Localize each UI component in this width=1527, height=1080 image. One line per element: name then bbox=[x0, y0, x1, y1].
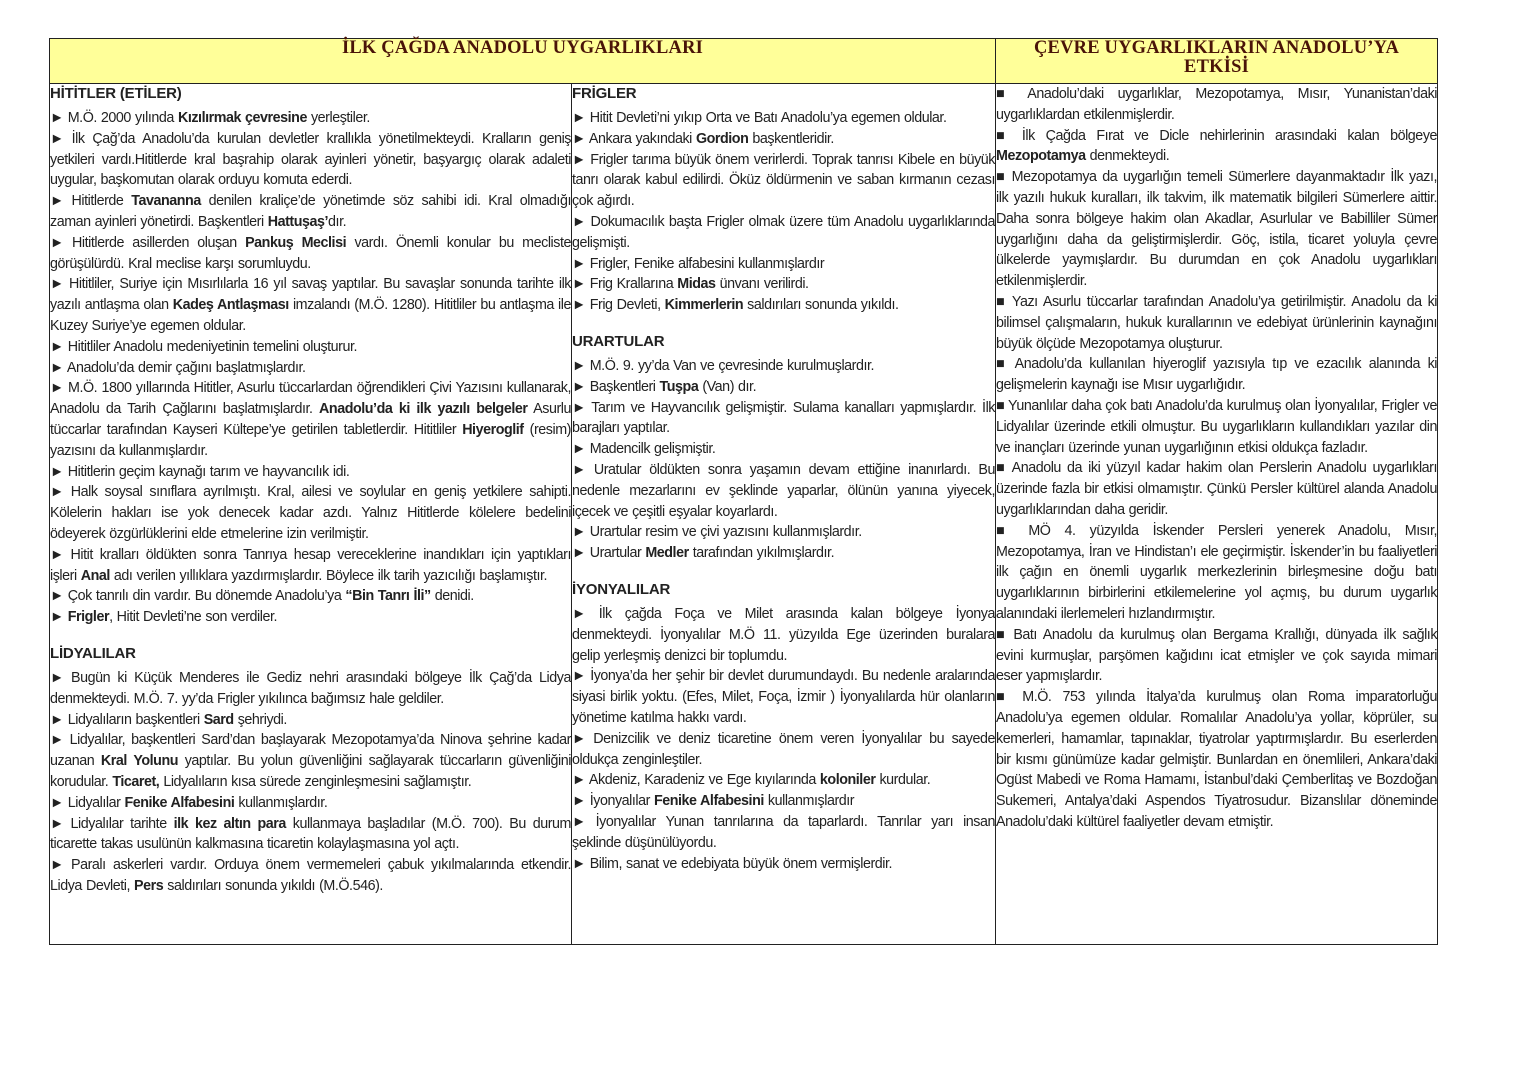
bullet-paragraph bbox=[572, 812, 995, 854]
text-segment: ■ Batı Anadolu da kurulmuş olan Bergama Krallığı, dünyada ilk sağlık evini kurmuşlar, parşömen kağıdını icat etmişler ve çok sayıda mimari eser yapmışlardır. bbox=[996, 626, 1438, 685]
bullet-paragraph bbox=[572, 522, 995, 543]
text-segment: şehriydi. bbox=[233, 711, 287, 728]
text-segment: ► Bilim, sanat ve edebiyata büyük önem vermişlerdir. bbox=[572, 855, 893, 872]
text-segment: ► Akdeniz, Karadeniz ve Ege kıyılarında bbox=[572, 772, 820, 789]
bullet-paragraph bbox=[50, 358, 571, 379]
section bbox=[572, 580, 995, 874]
bullet-paragraph bbox=[50, 274, 571, 336]
text-segment: Lidyalıların kısa sürede zenginleşmesini sağlamıştır. bbox=[159, 773, 472, 790]
section-title: URARTULAR bbox=[572, 332, 665, 350]
text-segment: ► Hititliler Anadolu medeniyetinin temelini oluşturur. bbox=[50, 338, 358, 355]
header-anatolian-civilizations: İLK ÇAĞDA ANADOLU UYGARLIKLARI bbox=[50, 39, 996, 84]
section bbox=[50, 84, 571, 628]
text-segment: ► Ankara yakındaki bbox=[572, 130, 696, 147]
bold-term: Kral Yolunu bbox=[100, 753, 179, 770]
text-segment: yaptılar. Bu yolun güvenliğini sağlayarak tüccarların güvenliğini korudular. bbox=[50, 753, 571, 790]
text-segment: ► Hititlerde bbox=[50, 193, 132, 210]
text-segment: ■ Anadolu’da kullanılan hiyeroglif yazısıyla tıp ve ezacılık alanında ki gelişmelerin kaynağı ise Mısır uygarlığıdır. bbox=[996, 356, 1438, 394]
text-segment: ► Frigler, Fenike alfabesini kullanmışlardır bbox=[572, 255, 825, 272]
text-segment: kurdular. bbox=[875, 772, 931, 789]
bullet-paragraph bbox=[572, 604, 995, 666]
bullet-paragraph bbox=[50, 108, 571, 129]
text-segment: ► Başkentleri bbox=[572, 378, 660, 395]
bullet-paragraph bbox=[50, 545, 571, 587]
text-segment: ► İyonya’da her şehir bir devlet durumundaydı. Bu nedenle aralarında siyasi birlik yoktu. (Efes, Milet, Foça, İzmir ) İyonyalılarda hür olanların yönetime katılma hakkı vardı. bbox=[572, 668, 996, 726]
bullet-paragraph bbox=[572, 108, 995, 129]
column-phrygians-urartians-ionians bbox=[572, 84, 996, 945]
text-segment: dır. bbox=[328, 213, 347, 230]
bullet-paragraph bbox=[572, 212, 995, 254]
text-segment: denilen kraliçe’de yönetimde söz sahibi idi. Kral olmadığı zaman ayinleri yönetirdi. Başkentleri bbox=[50, 193, 571, 230]
text-segment: ► Denizcilik ve deniz ticaretine önem veren İyonyalılar bu sayede oldukça zenginleştiler. bbox=[572, 730, 996, 768]
header-surrounding-civilizations: ÇEVRE UYGARLIKLARIN ANADOLU’YA ETKİSİ bbox=[996, 39, 1438, 84]
bullet-paragraph bbox=[996, 625, 1437, 687]
bold-term: Hattuşaş’ bbox=[267, 213, 329, 230]
text-segment: ► Urartular bbox=[572, 545, 646, 562]
bold-term: Hiyeroglif bbox=[462, 421, 524, 438]
bold-term: Pankuş Meclisi bbox=[245, 234, 347, 251]
text-segment: (Van) dır. bbox=[698, 378, 757, 395]
bullet-paragraph bbox=[996, 292, 1437, 354]
bold-term: Anadolu’da ki ilk yazılı belgeler bbox=[319, 401, 528, 418]
bullet-paragraph bbox=[572, 543, 995, 564]
bullet-paragraph bbox=[50, 129, 571, 191]
section-title: İYONYALILAR bbox=[572, 580, 671, 598]
text-segment: ► Anadolu’da demir çağını başlatmışlardır. bbox=[50, 359, 306, 376]
bold-term: Mezopotamya bbox=[996, 148, 1086, 165]
column-hittites-lydians bbox=[50, 84, 572, 945]
text-segment: ünvanı verilirdi. bbox=[715, 276, 809, 293]
text-segment: imzalandı (M.Ö. 1280). Hititliler bu antlaşma ile Kuzey Suriye’ye egemen oldular. bbox=[50, 297, 571, 334]
section-title: LİDYALILAR bbox=[50, 644, 136, 662]
text-segment: saldırıları sonunda yıkıldı. bbox=[743, 297, 899, 314]
bullet-paragraph bbox=[50, 378, 571, 461]
text-segment: vardı. Önemli konular bu mecliste görüşülürdü. Kral meclise karşı sorumluydu. bbox=[50, 234, 571, 272]
text-segment: ► Paralı askerleri vardır. Orduya önem vermemeleri çabuk yıkılmalarında etkendir. Lidya Devleti, bbox=[50, 857, 571, 894]
bold-term: Kimmerlerin bbox=[664, 297, 744, 314]
bullet-paragraph bbox=[50, 586, 571, 607]
bullet-paragraph bbox=[996, 354, 1437, 396]
bullet-paragraph bbox=[50, 855, 571, 897]
text-segment: tarafından yıkılmışlardır. bbox=[688, 545, 835, 562]
bold-term: “Bin Tanrı İli” bbox=[345, 588, 431, 605]
text-segment: ► Urartular resim ve çivi yazısını kullanmışlardır. bbox=[572, 524, 862, 541]
text-segment: kullanmışlardır bbox=[763, 793, 855, 810]
section-title: FRİGLER bbox=[572, 85, 637, 102]
bold-term: Anal bbox=[80, 567, 110, 584]
bold-term: Tuşpa bbox=[659, 378, 699, 395]
text-segment: ■ MÖ 4. yüzyılda İskender Persleri yenerek Anadolu, Mısır, Mezopotamya, İran ve Hindistan’ı ele geçirmiştir. İskender’in bu faaliyetleri ilk çağın en önemli uygarlık merkezlerinin birleşmesine doğu batı uygarlıklarının birbirlerini etkilemelerine yol açmış, bu durum uygarlık alanındaki ilerlemeleri hızlandırmıştır. bbox=[996, 522, 1438, 622]
bullet-paragraph bbox=[572, 398, 995, 440]
section bbox=[996, 84, 1437, 833]
text-segment: ■ İlk Çağda Fırat ve Dicle nehirlerinin arasındaki kalan bölgeye bbox=[996, 127, 1438, 144]
text-segment: ► Dokumacılık başta Frigler olmak üzere tüm Anadolu uygarlıklarında gelişmişti. bbox=[572, 213, 996, 251]
text-segment: ► Hititlerde asillerden oluşan bbox=[50, 234, 246, 251]
text-segment: ► Halk soysal sınıflara ayrılmıştı. Kral, ailesi ve soylular en geniş yetkilere sahipti. Kölelerin hakları ise yok denecek kadar azdı. Yalnız Hititlerde kölelere bedelini ödeyerek özgürlüklerini elde etmelerine izin verilmiştir. bbox=[50, 484, 571, 542]
bullet-paragraph bbox=[572, 295, 995, 316]
bold-term: ilk kez altın para bbox=[173, 815, 286, 832]
bold-term: Frigler bbox=[67, 609, 110, 626]
bullet-paragraph bbox=[50, 607, 571, 628]
text-segment: (resim) yazısını da kullanmışlardır. bbox=[50, 421, 571, 459]
text-segment: ► Madencilk gelişmiştir. bbox=[572, 441, 716, 458]
bold-term: Gordion bbox=[695, 130, 749, 147]
text-segment: ► bbox=[50, 609, 68, 626]
bullet-paragraph bbox=[996, 167, 1437, 292]
text-segment: denmekteydi. bbox=[1085, 148, 1170, 165]
bullet-paragraph bbox=[50, 191, 571, 233]
bullet-paragraph bbox=[572, 377, 995, 398]
bullet-paragraph bbox=[996, 396, 1437, 458]
bullet-paragraph bbox=[996, 458, 1437, 520]
text-segment: ► Frig Krallarına bbox=[572, 276, 678, 293]
text-segment: ■ Anadolu’daki uygarlıklar, Mezopotamya, Mısır, Yunanistan’daki uygarlıklardan etkilenmişlerdir. bbox=[996, 86, 1438, 123]
bullet-paragraph bbox=[50, 668, 571, 710]
text-segment: ► Hititlerin geçim kaynağı tarım ve hayvancılık idi. bbox=[50, 463, 350, 480]
text-segment: ■ Yunanlılar daha çok batı Anadolu’da kurulmuş olan İyonyalılar, Frigler ve Lidyalılar üzerinde etkili olmuştur. Bu uygarlıkların kullandıkları yazılar din ve inançları üzerinde yunan uygarlığının etkisi oldukça fazladır. bbox=[996, 397, 1438, 456]
content-row bbox=[50, 84, 1438, 945]
bullet-paragraph bbox=[572, 791, 995, 812]
text-segment: ► Hitit kralları öldükten sonra Tanrıya hesap vereceklerine inandıkları için yaptıkları işleri bbox=[50, 546, 571, 584]
text-segment: ► M.Ö. 2000 yılında bbox=[50, 110, 178, 126]
text-segment: ► Lidyalılar tarihte bbox=[50, 815, 174, 832]
bullet-paragraph bbox=[572, 150, 995, 212]
bold-term: Ticaret, bbox=[112, 773, 160, 790]
bullet-paragraph bbox=[996, 126, 1437, 168]
text-segment: kullanmaya başladılar (M.Ö. 700). Bu durum ticarette takas usulünün kalkmasına ticaretin kolaylaşmasına yol açtı. bbox=[50, 815, 571, 853]
bullet-paragraph bbox=[50, 730, 571, 792]
bullet-paragraph bbox=[50, 462, 571, 483]
text-segment: yerleştiler. bbox=[306, 110, 370, 126]
text-segment: ► Lidyalılar bbox=[50, 794, 125, 811]
text-segment: ► Çok tanrılı din vardır. Bu dönemde Anadolu’ya bbox=[50, 588, 346, 605]
section bbox=[50, 644, 571, 897]
section bbox=[572, 84, 995, 316]
text-segment: ► Lidyalılar, başkentleri Sard’dan başlayarak Mezopotamya’da Ninova şehrine kadar uzanan bbox=[50, 732, 571, 770]
bullet-paragraph bbox=[50, 814, 571, 856]
text-segment: ► Hititliler, Suriye için Mısırlılarla 16 yıl savaş yaptılar. Bu savaşlar sonunda tarihte ilk yazılı antlaşma olan bbox=[50, 276, 571, 314]
bullet-paragraph bbox=[50, 233, 571, 275]
text-segment: başkentleridir. bbox=[748, 130, 834, 147]
text-segment: ► İyonyalılar bbox=[572, 793, 654, 810]
bullet-paragraph bbox=[572, 274, 995, 295]
bullet-paragraph bbox=[50, 793, 571, 814]
bold-term: Kadeş Antlaşması bbox=[172, 297, 289, 314]
text-segment: ► Frig Devleti, bbox=[572, 297, 665, 314]
text-segment: kullanmışlardır. bbox=[234, 794, 328, 811]
text-segment: ► Frigler tarıma büyük önem verirlerdi. Toprak tanrısı Kibele en büyük tanrı olarak kabul edilirdi. Öküz öldürmenin ve saban kırmanın cezası çok ağırdı. bbox=[572, 151, 996, 210]
text-segment: , Hitit Devleti’ne son verdiler. bbox=[109, 609, 278, 626]
bold-term: Fenike Alfabesini bbox=[124, 794, 235, 811]
bold-term: Tavananna bbox=[131, 193, 201, 210]
text-segment: ► Hitit Devleti’ni yıkıp Orta ve Batı Anadolu’ya egemen oldular. bbox=[572, 110, 947, 126]
bullet-paragraph bbox=[996, 84, 1437, 126]
bold-term: Medler bbox=[645, 545, 689, 562]
text-segment: saldırıları sonunda yıkıldı (M.Ö.546). bbox=[163, 877, 383, 894]
text-segment: ► Tarım ve Hayvancılık gelişmiştir. Sulama kanalları yapmışlardır. İlk barajları yaptılar. bbox=[572, 399, 996, 437]
bullet-paragraph bbox=[572, 854, 995, 875]
bullet-paragraph bbox=[50, 710, 571, 731]
column-surrounding-influence bbox=[996, 84, 1438, 945]
text-segment: ► M.Ö. 1800 yıllarında Hititler, Asurlu tüccarlardan öğrendikleri Çivi Yazısını kullanarak, Anadolu da Tarih Çağlarını başlatmışlardır. bbox=[50, 380, 571, 418]
text-segment: ► Uratular öldükten sonra yaşamın devam ettiğine inanırlardı. Bu nedenle mezarlarını ev şeklinde yaparlar, ölünün yanına yiyecek, içecek ve çeşitli eşyalar koyarlardı. bbox=[572, 461, 996, 520]
bullet-paragraph bbox=[996, 521, 1437, 625]
bold-term: Pers bbox=[134, 877, 164, 894]
text-segment: ► Bugün ki Küçük Menderes ile Gediz nehri arasındaki bölgeye İlk Çağ’da Lidya denmekteydi. M.Ö. 7. yy’da Frigler yıkılınca bağımsız hale geldiler. bbox=[50, 669, 571, 707]
text-segment: ■ M.Ö. 753 yılında İtalya’da kurulmuş olan Roma imparatorluğu Anadolu’ya egemen oldular. Romalılar Anadolu’ya yollar, köprüler, su kemerleri, hamamlar, tapınaklar, tiyatrolar yaptırmışlardır. Bu eserlerden bir kısmı günümüze kadar gelmiştir. Bunlardan en önemlileri, Ankara’daki Ogüst Mabedi ve Roma Hamamı, İstanbul’daki Çemberlitaş ve Bozdoğan Sukemeri, Antalya’daki Aspendos Tiyatrosudur. Bizanslılar döneminde Anadolu’daki kültürel faaliyetler devam etmiştir. bbox=[996, 689, 1438, 830]
text-segment: ► İlk çağda Foça ve Milet arasında kalan bölgeye İyonya denmekteydi. İyonyalılar M.Ö 11. yüzyılda Ege üzerinden buralara gelip yerleşmiş denizci bir toplumdu. bbox=[572, 605, 996, 664]
bullet-paragraph bbox=[572, 439, 995, 460]
header-row bbox=[50, 39, 1438, 84]
section-title: HİTİTLER (ETİLER) bbox=[50, 85, 182, 102]
text-segment: ■ Mezopotamya da uygarlığın temeli Sümerlere dayanmaktadır İlk yazı, ilk yazılı hukuk kuralları, ilk takvim, ilk matematik bilgileri Sümerlere aittir. Daha sonra bölgeye hakim olan Akadlar, Asurlular ve Babilliler Sümer uygarlığını daha da geliştirmişlerdir. Göç, istila, ticaret yoluyla çevre ülkelerde yaymışlardır. Bu durumdan en çok Anadolu uygarlıkları etkilenmişlerdir. bbox=[996, 169, 1438, 290]
text-segment: ► İlk Çağ’da Anadolu’da kurulan devletler krallıkla yönetilmekteydi. Kralların geniş yetkileri vardı.Hititlerde kral başrahip olarak ayinleri yönetir, başyargıç olarak adaleti uygular, başkomutan olarak orduyu komuta ederdi. bbox=[50, 130, 571, 189]
bullet-paragraph bbox=[572, 729, 995, 771]
bullet-paragraph bbox=[572, 254, 995, 275]
text-segment: adı verilen yıllıklara yazdırmışlardır. Böylece ilk tarih yazıcılığı başlamıştır. bbox=[109, 567, 548, 584]
bullet-paragraph bbox=[572, 356, 995, 377]
bullet-paragraph bbox=[50, 482, 571, 544]
text-segment: ► İyonyalılar Yunan tanrılarına da taparlardı. Tanrılar yarı insan şeklinde düşünülüyordu. bbox=[572, 813, 996, 851]
bullet-paragraph bbox=[572, 666, 995, 728]
bullet-paragraph bbox=[572, 460, 995, 522]
bold-term: Midas bbox=[677, 276, 716, 293]
civilizations-table bbox=[49, 38, 1438, 945]
bullet-paragraph bbox=[50, 337, 571, 358]
text-segment: denidi. bbox=[430, 588, 474, 605]
text-segment: ■ Yazı Asurlu tüccarlar tarafından Anadolu’ya getirilmiştir. Anadolu da ki bilimsel çalışmaların, hukuk kurallarının ve edebiyat ürünlerinin kaynağını büyük ölçüde Mezopotamya oluşturur. bbox=[996, 293, 1438, 352]
text-segment: ► Lidyalıların başkentleri bbox=[50, 711, 204, 728]
bold-term: Kızılırmak çevresine bbox=[177, 110, 307, 126]
text-segment: ► M.Ö. 9. yy’da Van ve çevresinde kurulmuşlardır. bbox=[572, 357, 875, 374]
bullet-paragraph bbox=[572, 770, 995, 791]
section bbox=[572, 332, 995, 564]
text-segment: Asurlu tüccarlar tarafından Kayseri Kültepe’ye getirilen tabletlerdir. Hititliler bbox=[50, 401, 571, 438]
bullet-paragraph bbox=[996, 687, 1437, 833]
bold-term: Sard bbox=[203, 711, 234, 728]
bold-term: Fenike Alfabesini bbox=[653, 793, 764, 810]
text-segment: ■ Anadolu da iki yüzyıl kadar hakim olan Perslerin Anadolu uygarlıkları üzerinde fazla bir etkisi olmamıştır. Çünkü Persler kültürel alanda Anadolu uygarlıklarından daha geridir. bbox=[996, 460, 1438, 518]
bold-term: koloniler bbox=[819, 772, 876, 789]
bullet-paragraph bbox=[572, 129, 995, 150]
